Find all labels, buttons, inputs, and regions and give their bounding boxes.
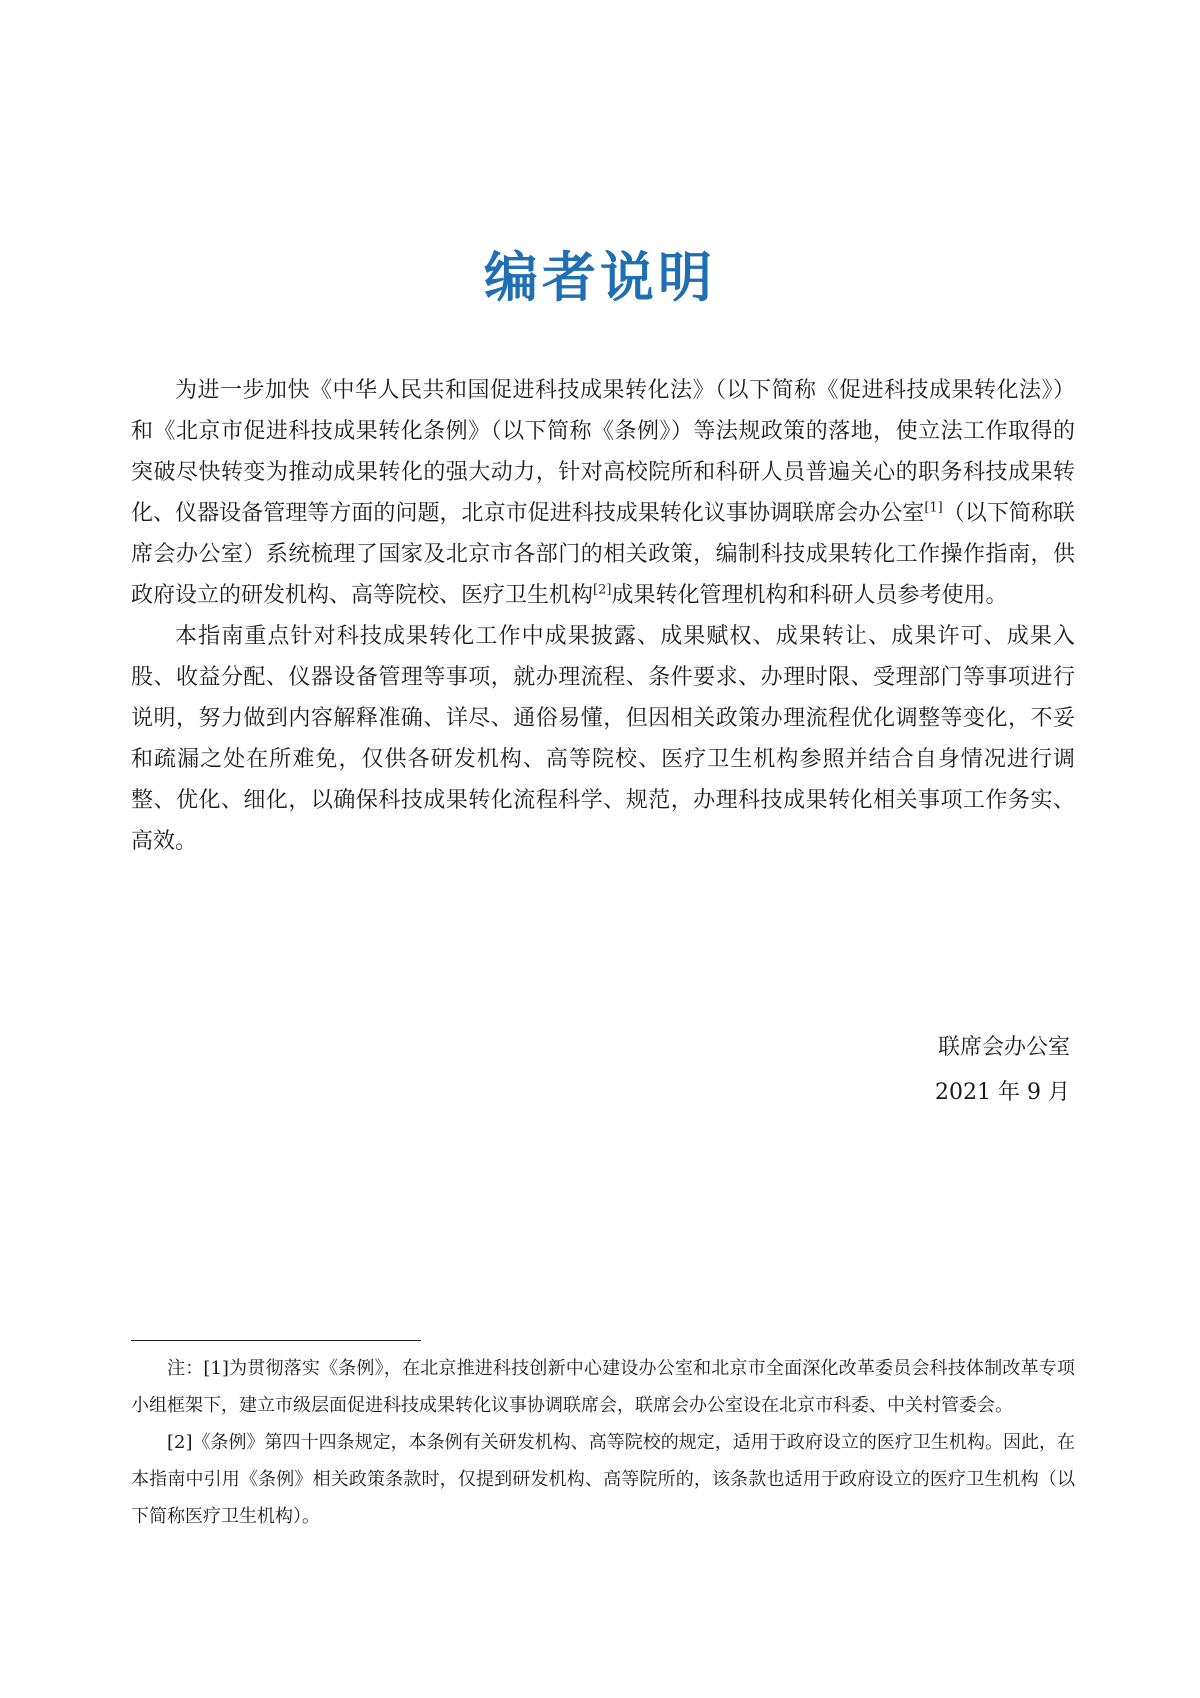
body-text <box>131 370 1075 862</box>
signature-org: 联席会办公室 <box>937 1035 1070 1060</box>
footnote-2: [2]《条例》第四十四条规定，本条例有关研发机构、高等院校的规定，适用于政府设立的医疗卫生机构。因此，在本指南中引用《条例》相关政策条款时，仅提到研发机构、高等院所的，该条款也适用于政府设立的医疗卫生机构（以下简称医疗卫生机构）。 <box>131 1432 1075 1527</box>
paragraph-1-part-3: 成果转化管理机构和科研人员参考使用。 <box>611 583 1008 608</box>
footnotes <box>131 1350 1075 1535</box>
footnote-divider <box>131 1340 421 1341</box>
signature-date: 2021 年 9 月 <box>935 1080 1070 1105</box>
footnote-ref-1: [1] <box>924 500 943 516</box>
page-title: 编者说明 <box>484 246 716 309</box>
footnote-ref-2: [2] <box>593 582 612 598</box>
paragraph-1 <box>131 370 1075 616</box>
paragraph-1-part-1: 为进一步加快《中华人民共和国促进科技成果转化法》（以下简称《促进科技成果转化法》）和《北京市促进科技成果转化条例》（以下简称《条例》）等法规政策的落地，使立法工作取得的突破尽快转变为推动成果转化的强大动力，针对高校院所和科研人员普遍关心的职务科技成果转化、仪器设备管理等方面的问题，北京市促进科技成果转化议事协调联席会办公室 <box>131 378 1075 526</box>
footnote-1: 注：[1]为贯彻落实《条例》，在北京推进科技创新中心建设办公室和北京市全面深化改革委员会科技体制改革专项小组框架下，建立市级层面促进科技成果转化议事协调联席会，联席会办公室设在北京市科委、中关村管委会。 <box>131 1358 1075 1416</box>
paragraph-2: 本指南重点针对科技成果转化工作中成果披露、成果赋权、成果转让、成果许可、成果入股、收益分配、仪器设备管理等事项，就办理流程、条件要求、办理时限、受理部门等事项进行说明，努力做到内容解释准确、详尽、通俗易懂，但因相关政策办理流程优化调整等变化，不妥和疏漏之处在所难免，仅供各研发机构、高等院校、医疗卫生机构参照并结合自身情况进行调整、优化、细化，以确保科技成果转化流程科学、规范，办理科技成果转化相关事项工作务实、高效。 <box>131 624 1075 854</box>
paragraph-1-part-2: （以下简称联席会办公室）系统梳理了国家及北京市各部门的相关政策，编制科技成果转化工作操作指南，供政府设立的研发机构、高等院校、医疗卫生机构 <box>131 501 1075 608</box>
